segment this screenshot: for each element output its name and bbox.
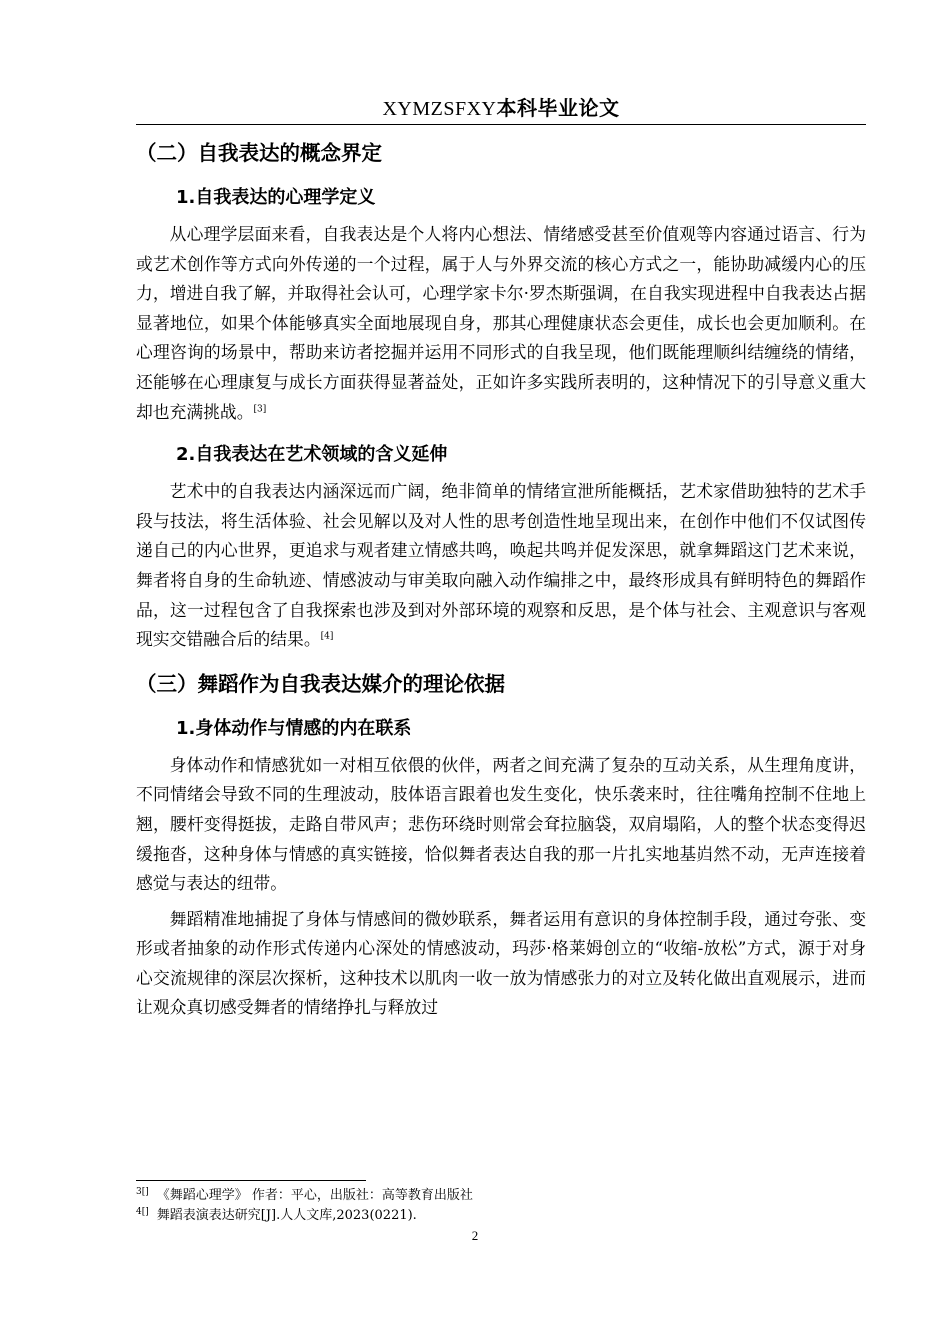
paragraph-2-1 [136, 220, 866, 427]
footnote-text: 舞蹈表演表达研究[J].人人文库,2023(0221). [156, 1208, 417, 1223]
section-3-heading: （三）舞蹈作为自我表达媒介的理论依据 [136, 671, 505, 696]
footnote-item [136, 1206, 866, 1226]
page-number: 2 [471, 1228, 479, 1243]
page-header [136, 92, 866, 125]
paragraph-2-2-text: 艺术中的自我表达内涵深远而广阔，绝非简单的情绪宣泄所能概括，艺术家借助独特的艺术手段与技法，将生活体验、社会见解以及对人性的思考创造性地呈现出来，在创作中他们不仅试图传递自己的内心世界，更追求与观者建立情感共鸣，唤起共鸣并促发深思，就拿舞蹈这门艺术来说，舞者将自身的生命轨迹、情感波动与审美取向融入动作编排之中，最终形成具有鲜明特色的舞蹈作品，这一过程包含了自我探索也涉及到对外部环境的观察和反思，是个体与社会、主观意识与客观现实交错融合后的结果。 [136, 481, 866, 650]
footnote-marker: 3[] [136, 1186, 149, 1197]
subsection-3-1-heading: 1.身体动作与情感的内在联系 [176, 717, 412, 739]
header-title-text: 本科毕业论文 [496, 96, 620, 120]
paragraph-3-1-b: 舞蹈精准地捕捉了身体与情感间的微妙联系，舞者运用有意识的身体控制手段，通过夸张、变形或者抽象的动作形式传递内心深处的情感波动，玛莎·格莱姆创立的“收缩-放松”方式，源于对身心交流规律的深层次探析，这种技术以肌肉一收一放为情感张力的对立及转化做出直观展示，进而让观众真切感受舞者的情绪挣扎与释放过 [136, 908, 866, 1018]
footnote-text: 《舞蹈心理学》 作者：平心，出版社：高等教育出版社 [156, 1188, 473, 1203]
citation-ref-4: [4] [320, 631, 334, 642]
header-latin-text: XYMZSFXY [382, 98, 497, 120]
footnote-divider [136, 1180, 366, 1181]
paragraph-2-2 [136, 477, 866, 655]
citation-ref-3: [3] [253, 403, 267, 414]
page-body [136, 130, 866, 1023]
footnote-item [136, 1186, 866, 1206]
footnotes [136, 1186, 866, 1226]
subsection-2-2-heading: 2.自我表达在艺术领域的含义延伸 [176, 444, 448, 466]
section-2-heading: （二）自我表达的概念界定 [136, 141, 382, 165]
subsection-2-1-heading: 1.自我表达的心理学定义 [176, 187, 376, 208]
paragraph-3-1-a: 身体动作和情感犹如一对相互依偎的伙伴，两者之间充满了复杂的互动关系，从生理角度讲，不同情绪会导致不同的生理波动，肢体语言跟着也发生变化，快乐袭来时，往往嘴角控制不住地上翘，腰杆变得挺拔，走路自带风声；悲伤环绕时则常会耷拉脑袋，双肩塌陷，人的整个状态变得迟缓拖沓，这种身体与情感的真实链接，恰似舞者表达自我的那一片扎实地基岿然不动，无声连接着感觉与表达的纽带。 [136, 754, 866, 894]
paragraph-2-1-text: 从心理学层面来看，自我表达是个人将内心想法、情绪感受甚至价值观等内容通过语言、行为或艺术创作等方式向外传递的一个过程，属于人与外界交流的核心方式之一，能协助减缓内心的压力，增进自我了解，并取得社会认可，心理学家卡尔·罗杰斯强调，在自我实现进程中自我表达占据显著地位，如果个体能够真实全面地展现自身，那其心理健康状态会更佳，成长也会更加顺利。在心理咨询的场景中，帮助来访者挖掘并运用不同形式的自我呈现，他们既能理顺纠结缠绕的情绪，还能够在心理康复与成长方面获得显著益处，正如许多实践所表明的，这种情况下的引导意义重大却也充满挑战。 [136, 224, 866, 422]
footnote-marker: 4[] [136, 1206, 149, 1217]
